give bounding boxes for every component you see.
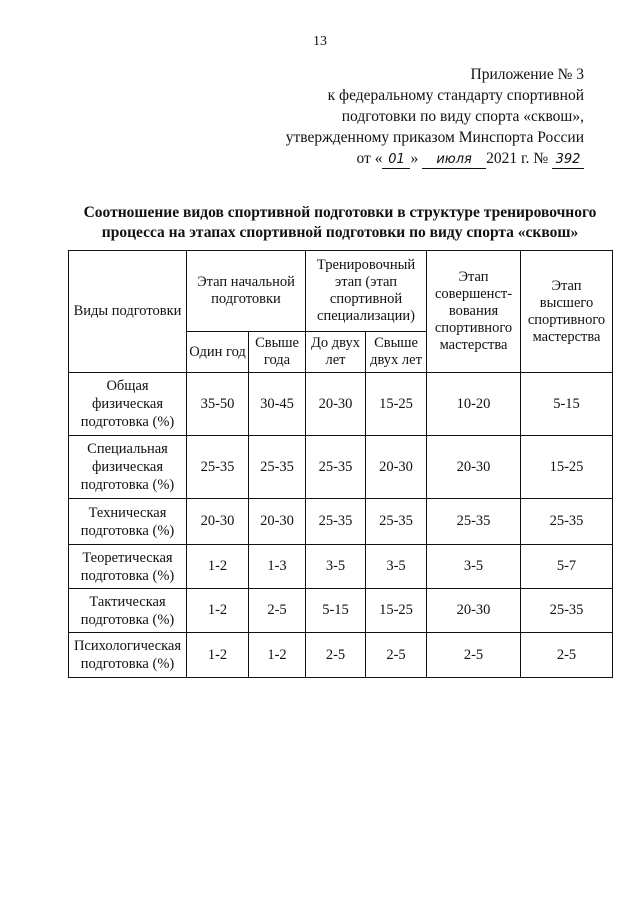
appendix-line-2: к федеральному стандарту спортивной bbox=[327, 87, 584, 104]
date-year: 2021 г. № bbox=[486, 150, 549, 167]
table-row bbox=[69, 499, 613, 545]
value-cell: 5-15 bbox=[521, 373, 613, 436]
value-cell: 2-5 bbox=[306, 633, 366, 678]
appendix-line-3: подготовки по виду спорта «сквош», bbox=[341, 108, 584, 125]
appendix-date-line bbox=[264, 148, 584, 169]
row-label: Специальная физическая подготовка (%) bbox=[69, 436, 187, 499]
group-header-training: Тренировочный этап (этап спортивной специализации) bbox=[306, 251, 427, 332]
table-row bbox=[69, 545, 613, 589]
value-cell: 10-20 bbox=[427, 373, 521, 436]
handwritten-order-number: 392 bbox=[552, 152, 584, 169]
subheader-cell: Свыше двух лет bbox=[366, 332, 427, 373]
group-header-initial: Этап начальной подготовки bbox=[187, 251, 306, 332]
table-row bbox=[69, 633, 613, 678]
value-cell: 1-2 bbox=[187, 545, 249, 589]
value-cell: 25-35 bbox=[366, 499, 427, 545]
row-label: Тактическая подготовка (%) bbox=[69, 589, 187, 633]
appendix-header bbox=[264, 64, 584, 169]
date-mid: » bbox=[410, 150, 419, 167]
document-title: Соотношение видов спортивной подготовки в структуре тренировочного процесса на этапах спортивной подготовки по виду спорта «сквош» bbox=[83, 204, 597, 241]
value-cell: 20-30 bbox=[249, 499, 306, 545]
value-cell: 20-30 bbox=[427, 589, 521, 633]
value-cell: 1-3 bbox=[249, 545, 306, 589]
value-cell: 2-5 bbox=[249, 589, 306, 633]
value-cell: 1-2 bbox=[187, 589, 249, 633]
value-cell: 35-50 bbox=[187, 373, 249, 436]
value-cell: 2-5 bbox=[427, 633, 521, 678]
handwritten-month: июля bbox=[422, 152, 486, 169]
value-cell: 25-35 bbox=[187, 436, 249, 499]
value-cell: 25-35 bbox=[306, 436, 366, 499]
value-cell: 25-35 bbox=[521, 589, 613, 633]
subheader-cell: До двух лет bbox=[306, 332, 366, 373]
row-label: Теоретическая подготовка (%) bbox=[69, 545, 187, 589]
value-cell: 5-7 bbox=[521, 545, 613, 589]
value-cell: 3-5 bbox=[427, 545, 521, 589]
training-ratio-table bbox=[68, 250, 613, 678]
value-cell: 25-35 bbox=[521, 499, 613, 545]
row-label: Психологическая подготовка (%) bbox=[69, 633, 187, 678]
value-cell: 15-25 bbox=[521, 436, 613, 499]
value-cell: 1-2 bbox=[249, 633, 306, 678]
row-label: Общая физическая подготовка (%) bbox=[69, 373, 187, 436]
value-cell: 1-2 bbox=[187, 633, 249, 678]
page-number: 13 bbox=[313, 34, 327, 49]
value-cell: 2-5 bbox=[366, 633, 427, 678]
group-header-improvement: Этап совершенст-вования спортивного мастерства bbox=[427, 251, 521, 373]
value-cell: 5-15 bbox=[306, 589, 366, 633]
value-cell: 30-45 bbox=[249, 373, 306, 436]
value-cell: 25-35 bbox=[249, 436, 306, 499]
value-cell: 3-5 bbox=[306, 545, 366, 589]
value-cell: 25-35 bbox=[427, 499, 521, 545]
value-cell: 25-35 bbox=[306, 499, 366, 545]
value-cell: 20-30 bbox=[427, 436, 521, 499]
subheader-cell: Один год bbox=[187, 332, 249, 373]
value-cell: 20-30 bbox=[366, 436, 427, 499]
appendix-line-4: утвержденному приказом Минспорта России bbox=[285, 129, 584, 146]
group-header-higher: Этап высшего спортивного мастерства bbox=[521, 251, 613, 373]
table-row bbox=[69, 436, 613, 499]
table-header-row bbox=[69, 251, 613, 332]
value-cell: 15-25 bbox=[366, 373, 427, 436]
row-label: Техническая подготовка (%) bbox=[69, 499, 187, 545]
table-row bbox=[69, 373, 613, 436]
appendix-line-1: Приложение № 3 bbox=[470, 66, 584, 83]
value-cell: 15-25 bbox=[366, 589, 427, 633]
value-cell: 2-5 bbox=[521, 633, 613, 678]
handwritten-day: 01 bbox=[382, 152, 410, 169]
value-cell: 3-5 bbox=[366, 545, 427, 589]
date-prefix: от « bbox=[356, 150, 383, 167]
value-cell: 20-30 bbox=[306, 373, 366, 436]
corner-header: Виды подготовки bbox=[69, 251, 187, 373]
value-cell: 20-30 bbox=[187, 499, 249, 545]
subheader-cell: Свыше года bbox=[249, 332, 306, 373]
table-row bbox=[69, 589, 613, 633]
